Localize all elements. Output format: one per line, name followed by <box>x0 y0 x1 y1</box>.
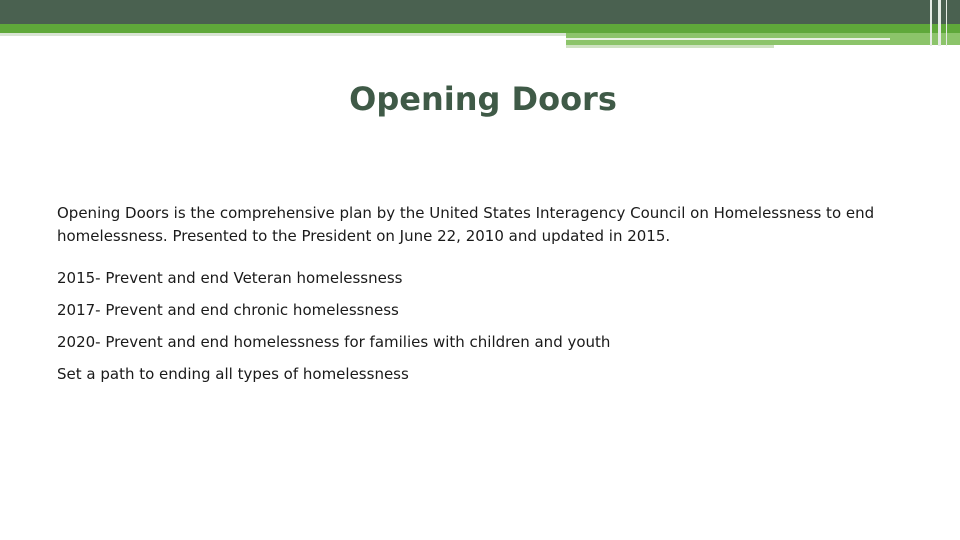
list-item: 2015- Prevent and end Veteran homelessness <box>57 269 403 287</box>
list-item: 2017- Prevent and end chronic homelessness <box>57 301 399 319</box>
list-item: 2020- Prevent and end homelessness for families with children and youth <box>57 333 611 351</box>
header-vertical-line <box>946 0 947 46</box>
slide-title: Opening Doors <box>349 80 617 118</box>
header-vertical-line <box>938 0 941 46</box>
header-band-under <box>566 45 774 48</box>
header-band-thin <box>0 33 566 36</box>
header-band-highlight <box>566 38 890 40</box>
slide-body <box>57 202 877 395</box>
list-item: Set a path to ending all types of homelessness <box>57 365 409 383</box>
header-band-green <box>0 24 960 33</box>
header-band-dark <box>0 0 960 24</box>
header-vertical-line <box>930 0 932 46</box>
intro-paragraph: Opening Doors is the comprehensive plan by the United States Interagency Council on Homelessness to end homelessness. Presented to the President on June 22, 2010 and updated in 2015. <box>57 204 875 245</box>
